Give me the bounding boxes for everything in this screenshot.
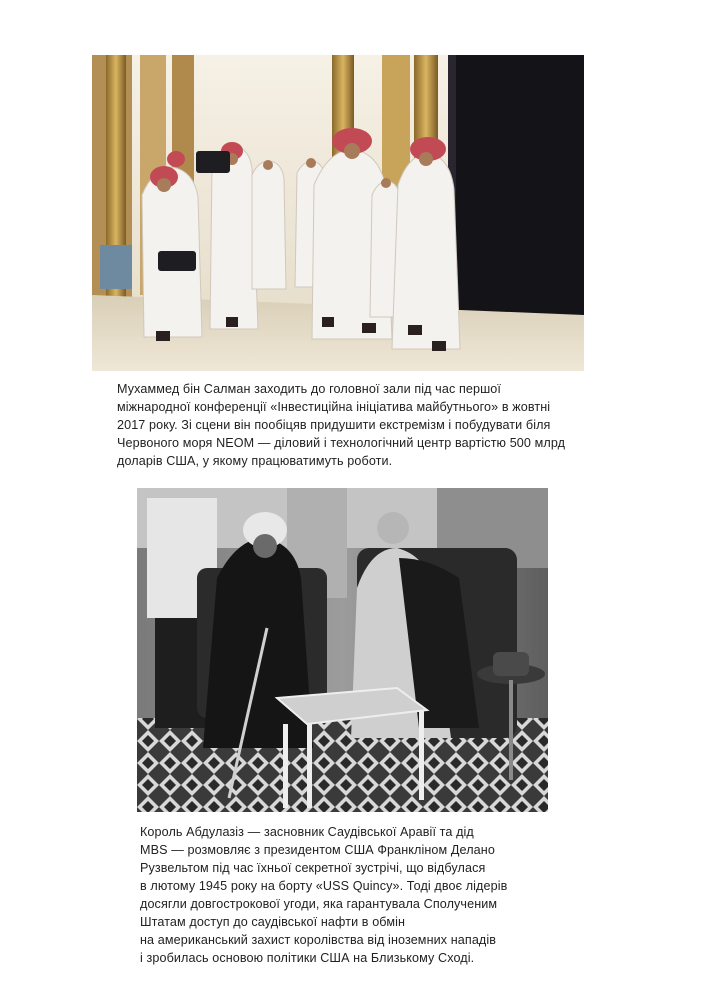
caption-line: Мухаммед бін Салман заходить до головної зали під час першої bbox=[117, 382, 501, 396]
delegation-photo bbox=[92, 55, 584, 371]
caption-line: Штатам доступ до саудівської нафти в обмін bbox=[140, 915, 406, 929]
caption-line: міжнародної конференції «Інвестиційна ініціатива майбутнього» в жовтні bbox=[117, 400, 551, 414]
caption-line: 2017 року. Зі сцени він пообіцяв придушити екстремізм і побудувати біля bbox=[117, 418, 551, 432]
caption-line: Рузвельтом під час їхньої секретної зустрічі, що відбулася bbox=[140, 861, 486, 875]
caption-line: MBS — розмовляє з президентом США Франкліном Делано bbox=[140, 843, 495, 857]
caption-line: в лютому 1945 року на борту «USS Quincy». Тоді двоє лідерів bbox=[140, 879, 508, 893]
historic-meeting-photo-caption bbox=[140, 823, 580, 967]
delegation-photo-caption bbox=[117, 380, 587, 470]
caption-line: і зробилась основою політики США на Близькому Сході. bbox=[140, 951, 475, 965]
caption-line: Король Абдулазіз — засновник Саудівської Аравії та дід bbox=[140, 825, 474, 839]
caption-line: досягли довгострокової угоди, яка гарантувала Сполученим bbox=[140, 897, 498, 911]
historic-meeting-photo bbox=[137, 488, 548, 812]
caption-line: доларів США, у якому працюватимуть роботи. bbox=[117, 454, 393, 468]
caption-line: на американський захист королівства від іноземних нападів bbox=[140, 933, 497, 947]
caption-line: Червоного моря NEOM — діловий і технологічний центр вартістю 500 млрд bbox=[117, 436, 566, 450]
